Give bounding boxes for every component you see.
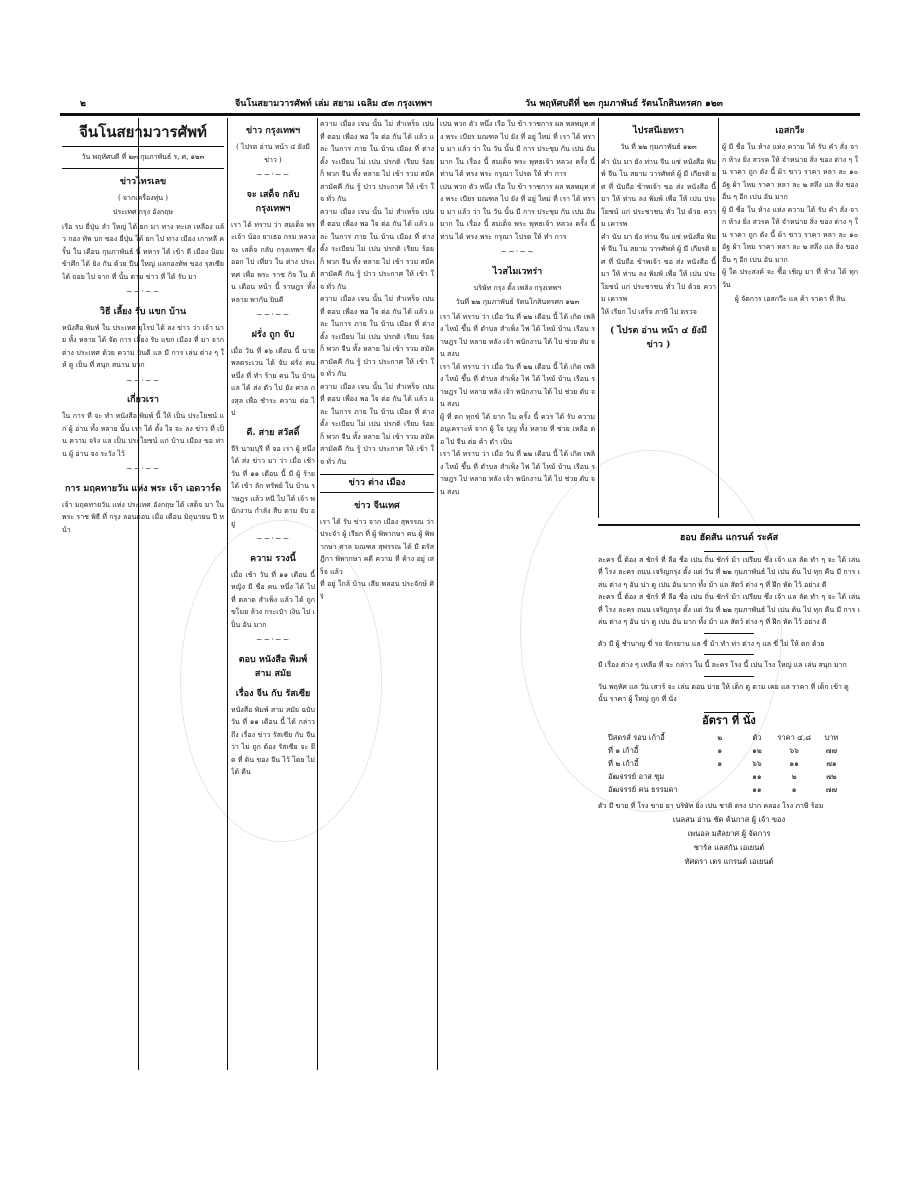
advert-note: วัน พฤหัศ แล วัน เสาร์ จะ เล่น ตอน บ่าย ให้ เด็ก ดู ตาม เคย แล ราคา ที่ เด็ก เข้า ดู นั้น ราคา ผู้ ใหญ่ ถูก ที่ นั่ง xyxy=(598,682,849,703)
ornament-divider: ~~·~~ xyxy=(125,375,161,385)
section-title: ข่าว ต่าง เมือง xyxy=(320,474,434,493)
fare-header-cell: ตัว xyxy=(752,733,762,742)
fare-cell: ๑ xyxy=(717,759,723,768)
signature-line: เพนอล มสัลยาศ ผู้ จัดการ xyxy=(687,828,771,838)
advert-title: ฮอบ ฮัดสัน แกรนด์ ระคัส xyxy=(679,533,779,543)
signatures xyxy=(598,813,860,869)
article-body: ความ เมื่อง เจน นั้น ไม่ สำเหร็จ เปน ที่ ตอบ เพื่อง พอ ใจ ต่อ กัน ได้ แล้ว และ ในการ ภาย ใน บ้าน เมือง ที่ ต่าง ตั้ง ระเบียบ ไม่ เปน ปรกติ เรียบ ร้อย ก็ พวก จีน ทั้ง หลาย ไม่ เข้า รวม สมัค สามัคคี กัน รู้ ป่าว ประกาศ ให้ เข้า ใจ ทั่ว กัน xyxy=(320,120,434,203)
article-body: เรา ได้ ทราบ ว่า เมื่อ วัน ที่ ๒๒ เดือน นี้ ได้ เกิด เพลิง ไหม้ ขึ้น ที่ ตำบล สำเพ็ง ไฟ ได้ ไหม้ บ้าน เรือน ราษฎร ไป หลาย หลัง เจ้า พนักงาน ได้ ไป ช่วย ดับ จน สงบ xyxy=(440,450,595,496)
signature-line: ทัศดรา เตร แกรนด์ เอเยนต์ xyxy=(684,856,774,866)
section-title: ไวสไมเวทร่า xyxy=(492,266,543,277)
article-body: ความ เมื่อง เจน นั้น ไม่ สำเหร็จ เปน ที่ ตอบ เพื่อง พอ ใจ ต่อ กัน ได้ แล้ว และ ในการ ภาย ใน บ้าน เมือง ที่ ต่าง ตั้ง ระเบียบ ไม่ เปน ปรกติ เรียบ ร้อย ก็ พวก จีน ทั้ง หลาย ไม่ เข้า รวม สมัค สามัคคี กัน รู้ ป่าว ประกาศ ให้ เข้า ใจ ทั่ว กัน xyxy=(320,207,434,291)
section-lead: เรื่อง จีน กับ รัสเซีย xyxy=(235,688,311,699)
signature-line: ชาร์ล แลสกัน เอเยนต์ xyxy=(693,842,765,852)
fare-cell: ๑๒ xyxy=(752,746,762,755)
column-divider xyxy=(437,118,438,1070)
fare-cell: ๗๗ xyxy=(825,746,838,755)
section-title: ไปรสนีเยทรา xyxy=(633,126,684,136)
fare-cell: ที่ ๒ เก้าอี้ xyxy=(608,759,639,768)
fare-cell: อัฒจรรย์ คน ธรรมดา xyxy=(608,785,678,794)
section-subtitle: ( ไปรต อ่าน หน้า ๔ ยังมี ข่าว ) xyxy=(236,143,310,164)
section-lead: วันที่ ๒๒ กุมภาพันธ์ รัตนโกสินทรศก ๑๒๓ xyxy=(455,298,580,306)
continued-note: ( ไปรต อ่าน หน้า ๔ ยังมี ข่าว ) xyxy=(609,326,707,350)
paper-info: จีนโนสยามวารศัพท์ เล่ม สยาม เฉลิม ๕๓ กรุงเทพฯ xyxy=(235,99,432,109)
article-body: ผู้ ที่ ตก ทุกข์ ได้ ยาก ใน ครั้ง นี้ ควร ได้ รับ ความ อนุเคราะห์ จาก ผู้ ใจ บุญ ทั้ง หลาย ที่ ช่วย เหลือ ต่อ ไป จีน ต่อ ค้า ดำ เนิน xyxy=(440,412,595,446)
section-subtitle: ( จากเครื่องทุ่น ) xyxy=(117,193,169,202)
signature: ผู้ จัดการ เอสกวีะ แล ค้า ราคา ที่ สิน xyxy=(734,295,846,303)
section-title: การ มฤคทายวัน แห่ง พระ เจ้า เอดวาร์ด xyxy=(64,483,222,494)
ticket-info: ตัว มี ขาย ที่ โรง ขาย ยา บริษัท ยิ่ง เปน ชาติ ตรง ปาก คลอง โรง ภาษี ร้อม xyxy=(598,802,824,810)
advert-note: มี เรื่อง ต่าง ๆ เหลือ ที่ จะ กล่าว ใน นี้ ละคร โรง นี้ เปน โรง ใหญ่ แล เล่น สนุก มาก xyxy=(598,661,847,669)
ornament-divider: ~~·~~ xyxy=(255,310,291,319)
article-body: ใน การ ที่ จะ ทำ หนังสือ พิมพ์ นี้ ให้ เป็น ประโยชน์ แก่ ผู้ อ่าน ทั้ง หลาย นั้น เรา ได้ ตั้ง ใจ จะ ลง ข่าว ที่ เป็น ความ จริง แล เป็น ประโยชน์ แก่ บ้าน เมือง ขอ ท่าน ผู้ อ่าน จง ระวัง ไว้ xyxy=(62,412,224,458)
section-lead: ประเทศ กรุง อังกฤษ xyxy=(113,208,173,216)
ornament-divider: ~~·~~ xyxy=(255,534,291,543)
divider xyxy=(62,168,224,169)
fare-cell: ๗๑ xyxy=(826,759,837,768)
fare-cell: ๑ xyxy=(791,785,797,794)
section-subtitle: บริษัท กรุง ตั้ง เพลิง กรุงเทพฯ xyxy=(473,283,562,292)
section-title: ตอบ หนังสือ พิมพ์ สาม สมัย xyxy=(238,654,308,679)
section-title: ฝรั่ง ถูก จับ xyxy=(251,329,295,340)
ornament-divider: ~~·~~ xyxy=(500,247,535,256)
section-title: ข่าวไทรเลข xyxy=(119,176,167,187)
fare-cell: ๗๒ xyxy=(826,772,837,781)
column-6 xyxy=(722,118,858,518)
article-body: เปน พวก ตัว หนึ่ง เรือ ใบ ข้า ราชการ ผล พลพมุท ส่ง พระ เบียร มณฑล ไป ยัง ที่ อยู่ ใหม่ ที่ เรา ได้ ทราบ มา แล้ว ว่า ใน วัน นั้น มี การ ประชุม กัน เปน อัน มาก ใน เรื่อง นี้ สมเด็จ พระ พุทธเจ้า หลวง ครั้ง นี้ ท่าน ได้ ทรง พระ กรุณา โปรด ให้ ทำ การ xyxy=(440,120,595,178)
article-body: หนังสือ พิมพ์ สาม สมัย ฉบับ วัน ที่ ๑๑ เดือน นี้ ได้ กล่าว ถึง เรื่อง ข่าว รัสเซีย กับ จีน ว่า ไม่ ถูก ต้อง รัสเซีย จะ ยึด ที่ ดิน ของ จีน ไว้ โดย ไม่ ได้ คืน xyxy=(231,705,315,776)
fare-header-cell: บาท xyxy=(824,733,839,742)
article-body: หนังสือ พิมพ์ ใน ประเทศ ยุโรป ได้ ลง ข่าว ว่า เจ้า นาย ทั้ง หลาย ได้ จัด การ เลี้ยง รับ แขก เมือง ที่ มา จาก ต่าง ประเทศ ด้วย ความ ยินดี แล มี การ เล่น ต่าง ๆ ให้ ดู เป็น ที่ สนุก สนาน มาก xyxy=(62,323,224,369)
fare-cell: ๑๑ xyxy=(789,759,799,768)
article-body: เมื่อ เช้า วัน ที่ ๑๑ เดือน นี้ หญิง มี ชื่อ คน หนึ่ง ได้ ไป ที่ ตลาด สำเพ็ง แล้ว ได้ ถูก ขโมย ล้วง กระเป๋า เงิน ไป เป็น อัน มาก xyxy=(231,570,315,629)
advert-note: ตัว มี ผู้ ชำนาญ ขี่ รถ จักรยาน แล ขี่ ม้า ทำ ท่า ต่าง ๆ แล ขี่ ไม่ ให้ ตก ด้วย xyxy=(598,639,825,648)
article-body: เปน พวก ตัว หนึ่ง เรือ ใบ ข้า ราชการ ผล พลพมุท ส่ง พระ เบียร มณฑล ไป ยัง ที่ อยู่ ใหม่ ที่ เรา ได้ ทราบ มา แล้ว ว่า ใน วัน นั้น มี การ ประชุม กัน เปน อัน มาก ใน เรื่อง นี้ สมเด็จ พระ พุทธเจ้า หลวง ครั้ง นี้ ท่าน ได้ ทรง พระ กรุณา โปรด ให้ ทำ การ xyxy=(440,182,595,241)
section-title: ข่าว กรุงเทพฯ xyxy=(245,126,301,136)
advert-body: ละคร นี้ ต้อง ส ชักร์ ที่ ลือ ชื่อ เปน ถิ่น ชักร์ ม้า เปรียบ ซึ่ง เจ้า แล ลัด ทำ ๆ จะ ได้ เล่น ที่ โรง ละคร ถนน เจริญกรุง ตั้ง แต่ วัน ที่ ๒๒ กุมภาพันธ์ ไป เปน ต้น ไป ทุก คืน มี การ เล่น ต่าง ๆ อัน น่า ดู เปน อัน มาก ทั้ง ม้า แล สัตว์ ต่าง ๆ ที่ ฝึก หัด ไว้ อย่าง ดี xyxy=(598,593,860,626)
fare-header-cell: ๒ xyxy=(717,733,723,742)
fare-cell: ๑๑ xyxy=(752,772,762,781)
paper-stain xyxy=(180,520,382,842)
signature-line: เนลสน อ่าน ชัด ค้นกาส ผู้ เจ้า ของ xyxy=(672,814,786,824)
section-title: เอสกวีะ xyxy=(775,126,805,136)
article-body: ที่ อยู่ ใกล้ บ้าน เสีย พลอน ประจักษ์ ศิริ xyxy=(320,580,434,601)
article-body: ความ เมื่อง เจน นั้น ไม่ สำเหร็จ เปน ที่ ตอบ เพื่อง พอ ใจ ต่อ กัน ได้ แล้ว และ ในการ ภาย ใน บ้าน เมือง ที่ ต่าง ตั้ง ระเบียบ ไม่ เปน ปรกติ เรียบ ร้อย ก็ พวก จีน ทั้ง หลาย ไม่ เข้า รวม สมัค สามัคคี กัน รู้ ป่าว ประกาศ ให้ เข้า ใจ ทั่ว กัน xyxy=(320,382,434,466)
masthead: จีนโนสยามวารศัพท์ xyxy=(79,123,207,141)
fare-header-cell: ราคา ๔,๘ xyxy=(777,733,812,742)
fare-cell: ๑๑ xyxy=(752,785,762,794)
article-body: เจ้า มฤคทายวัน แห่ง ประเทศ อังกฤษ ได้ เสด็จ มา ใน พระ ราช พิธี ที่ กรุง ลอนดอน เมื่อ เดือน มิถุนายน ปี หน้า xyxy=(62,500,224,534)
fare-cell: ๗๗ xyxy=(825,785,838,794)
article-body: เรา ได้ ทราบ ว่า เมื่อ วัน ที่ ๒๒ เดือน นี้ ได้ เกิด เพลิง ไหม้ ขึ้น ที่ ตำบล สำเพ็ง ไฟ ได้ ไหม้ บ้าน เรือน ราษฎร ไป หลาย หลัง เจ้า พนักงาน ได้ ไป ช่วย ดับ จน สงบ xyxy=(440,362,595,408)
fare-header-cell: ปีสดรส์ รอบ เก้าอี้ xyxy=(608,733,665,742)
article-body: เรา ได้ รับ ข่าว จาก เมือง สุพรรณ ว่า ประจำ ผู้ เรียก ที่ ผู้ พิพากษา คน ผู้ พิพากษา ศาล มณฑล สุพรรณ ได้ มี ตรัส ฎีกา พิพากษา คดี ความ ที่ ค้าง อยู่ เสร็จ แล้ว xyxy=(320,517,434,576)
advert-body: ละคร นี้ ต้อง ส ชักร์ ที่ ลือ ชื่อ เปน ถิ่น ชักร์ ม้า เปรียบ ซึ่ง เจ้า แล ลัด ทำ ๆ จะ ได้ เล่น ที่ โรง ละคร ถนน เจริญกรุง ตั้ง แต่ วัน ที่ ๒๒ กุมภาพันธ์ ไป เปน ต้น ไป ทุก คืน มี การ เล่น ต่าง ๆ อัน น่า ดู เปน อัน มาก ทั้ง ม้า แล สัตว์ ต่าง ๆ ที่ ฝึก หัด ไว้ อย่าง ดี xyxy=(598,555,860,589)
article-body: คำ นับ มา ยัง ท่าน จีน แซ่ หนังสือ พิมพ์ จีน โน สยาม วารศัพท์ ผู้ มี เกียรติ ยศ ที่ นับถือ ข้าพเจ้า ขอ ส่ง หนังสือ นี้ มา ให้ ท่าน ลง พิมพ์ เพื่อ ให้ เปน ประโยชน์ แก่ ประชาชน ทั่ว ไป ด้วย ความ เคารพ xyxy=(601,232,716,303)
ornament-divider: ~~·~~ xyxy=(255,635,291,644)
article-body: เมื่อ วัน ที่ ๑๖ เดือน นี้ นาย พลตระเวน ได้ จับ ฝรั่ง คน หนึ่ง ที่ ทำ ร้าย คน ใน บ้าน แล ได้ ส่ง ตัว ไป ยัง ศาล กงสุล เพื่อ ชำระ ความ ต่อ ไป xyxy=(231,346,315,417)
fare-cell: ที่ ๑ เก้าอี้ xyxy=(608,746,639,755)
column-divider xyxy=(718,118,719,518)
article-body: ผู้ มี ชื่อ ใน ห้าง แห่ง ความ ได้ รับ คำ สั่ง จาก ห้าง ยิ่ง สวรค ให้ จำหน่าย สิ่ง ของ ต่าง ๆ ใน ราคา ถูก ดัง นี้ ผ้า ขาว ราคา หลา ละ ๑๐ อัฐ ผ้า ไหม ราคา หลา ละ ๒ สลึง แล สิ่ง ของ อื่น ๆ อีก เปน อัน มาก xyxy=(722,205,858,264)
article-body: ผู้ มี ชื่อ ใน ห้าง แห่ง ความ ได้ รับ คำ สั่ง จาก ห้าง ยิ่ง สวรค ให้ จำหน่าย สิ่ง ของ ต่าง ๆ ใน ราคา ถูก ดัง นี้ ผ้า ขาว ราคา หลา ละ ๑๐ อัฐ ผ้า ไหม ราคา หลา ละ ๒ สลึง แล สิ่ง ของ อื่น ๆ อีก เปน อัน มาก xyxy=(722,143,858,201)
date-line: วัน พฤหัศบดีที่ ๒๓ กุมภาพันธ์ รัตนโกสินทรศก ๑๒๓ xyxy=(525,99,723,109)
paper-stain xyxy=(520,450,782,812)
article-body: ผู้ ใด ประสงค์ จะ ซื้อ เชิญ มา ที่ ห้าง ได้ ทุก วัน xyxy=(722,268,858,289)
section-title: ดี. สาย สวัสดิ์ xyxy=(246,427,300,438)
article-body: ให้ เรียก ไป เสร็จ ภาษี ไป ตรวจ xyxy=(601,307,697,316)
ornament-divider: ~~·~~ xyxy=(255,170,291,179)
masthead-date: วัน พฤหัศบดี ที่ ๒๓ กุมภาพันธ์ ร, ศ, ๑๒๓ xyxy=(81,153,205,161)
article-body: เรา ได้ ทราบ ว่า เมื่อ วัน ที่ ๒๒ เดือน นี้ ได้ เกิด เพลิง ไหม้ ขึ้น ที่ ตำบล สำเพ็ง ไฟ ได้ ไหม้ บ้าน เรือน ราษฎร ไป หลาย หลัง เจ้า พนักงาน ได้ ไป ช่วย ดับ จน สงบ xyxy=(440,312,595,358)
article-body: เรา ได้ ทราบ ว่า สมเด็จ พระเจ้า น้อง ยาเธอ กรม หลวง จะ เสด็จ กลับ กรุงเทพฯ ซึ่ง ออก ไป เที่ยว ใน ต่าง ประเทศ เพื่อ พระ ราช กิจ ใน ต้น เดือน หน้า นี้ ราษฎร ทั้ง หลาย พากัน ยินดี xyxy=(231,220,315,304)
section-lead: วัน ที่ ๒๒ กุมภาพันธ์ ๑๒๓ xyxy=(620,143,697,151)
article-body: คำ นับ มา ยัง ท่าน จีน แซ่ หนังสือ พิมพ์ จีน โน สยาม วารศัพท์ ผู้ มี เกียรติ ยศ ที่ นับถือ ข้าพเจ้า ขอ ส่ง หนังสือ นี้ มา ให้ ท่าน ลง พิมพ์ เพื่อ ให้ เปน ประโยชน์ แก่ ประชาชน ทั่ว ไป ด้วย ความ เคารพ xyxy=(601,157,716,228)
fare-cell: ๑ xyxy=(717,746,723,755)
fare-cell: ๖๖ xyxy=(752,759,762,768)
fare-cell: ๖๖ xyxy=(789,746,799,755)
column-divider xyxy=(598,118,599,518)
fare-cell: อัฒจรรย์ อาส ชุม xyxy=(608,772,665,781)
section-lead: ข่าว จีนเทศ xyxy=(354,500,400,511)
section-title: ความ รวงนี้ xyxy=(250,553,296,564)
ornament-divider: ~~·~~ xyxy=(125,287,161,296)
page-header xyxy=(70,96,850,112)
fare-cell: ๒ xyxy=(791,772,797,781)
header-rule xyxy=(60,113,860,116)
fare-table-title: อัตรา ที่ นั่ง xyxy=(702,713,756,727)
page-number: ๒ xyxy=(80,99,86,109)
article-body: จีริ นามบุรี ที่ จอ เรา ผู้ หนึ่ง ได้ ส่ง ข่าว มา ว่า เมื่อ เช้า วัน ที่ ๑๑ เดือน นี้ มี ผู้ ร้าย ได้ เข้า ลัก ทรัพย์ ใน บ้าน ราษฎร แล้ว หนี ไป ได้ เจ้า พนักงาน กำลัง สืบ ตาม จับ อยู่ xyxy=(231,444,315,528)
section-title: วิธี เลี้ยง รับ แขก บ้าน xyxy=(99,306,187,317)
section-lead: จะ เสด็จ กลับ กรุงเทพฯ xyxy=(246,189,300,214)
article-body: ความ เมื่อง เจน นั้น ไม่ สำเหร็จ เปน ที่ ตอบ เพื่อง พอ ใจ ต่อ กัน ได้ แล้ว และ ในการ ภาย ใน บ้าน เมือง ที่ ต่าง ตั้ง ระเบียบ ไม่ เปน ปรกติ เรียบ ร้อย ก็ พวก จีน ทั้ง หลาย ไม่ เข้า รวม สมัค สามัคคี กัน รู้ ป่าว ประกาศ ให้ เข้า ใจ ทั่ว กัน xyxy=(320,295,434,378)
section-title: เกี่ยวเรา xyxy=(127,395,159,405)
ornament-divider: ~~·~~ xyxy=(125,464,161,473)
article-body: เรือ รบ ยี่ปุ่น ลำ ใหญ่ ได้ ยก มา ทาง ทะเล เหลือง แล้ว กอง ทัพ บก ของ ยี่ปุ่น ได้ ยก ไป ทาง เมือง เกาหลี ครั้น ใน เดือน กุมภาพันธ์ นี้ ทหาร ได้ เข้า ตี เมือง ป้อม ข้าศึก ได้ ยิง กัน ด้วย ปืน ใหญ่ แลกองทัพ ของ รุสเซีย ได้ ถอย ไป จาก ที่ นั้น ตาม ข่าว ที่ ได้ รับ มา xyxy=(62,222,224,281)
divider xyxy=(62,146,224,147)
